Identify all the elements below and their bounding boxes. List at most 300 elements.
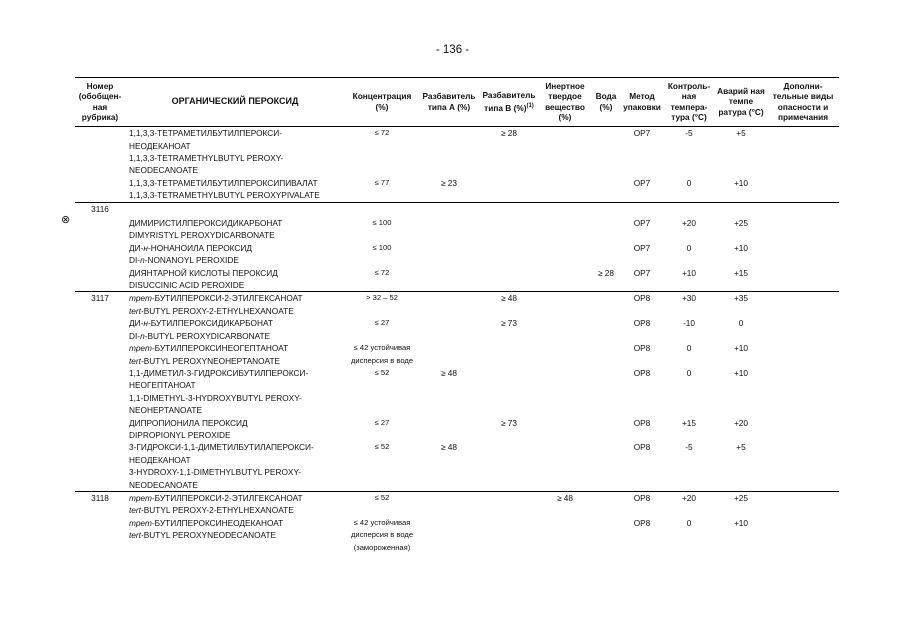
italic-prefix: tert bbox=[129, 305, 141, 316]
group-number-cell bbox=[75, 367, 125, 379]
table-row bbox=[75, 152, 839, 164]
packing-method-cell: OP8 bbox=[633, 517, 651, 528]
peroxide-name-text: 3-ГИДРОКСИ-1,1-ДИМЕТИЛБУТИЛАПЕРОКСИ- bbox=[129, 442, 314, 453]
diluent-b-cell bbox=[479, 441, 539, 453]
table-row bbox=[75, 242, 839, 254]
water-cell bbox=[591, 215, 621, 229]
table-row bbox=[75, 189, 839, 202]
diluent-b-cell bbox=[479, 529, 539, 541]
packing-method-cell bbox=[621, 504, 663, 516]
diluent-b-cell bbox=[479, 355, 539, 367]
peroxide-name-text: ДИЯНТАРНОЙ КИСЛОТЫ ПЕРОКСИД bbox=[129, 267, 278, 278]
emergency-temperature-cell bbox=[715, 305, 767, 317]
control-temperature-cell bbox=[663, 529, 715, 541]
peroxide-name-text: 3-HYDROXY-1,1-DIMETHYLBUTYL PEROXY- bbox=[129, 467, 301, 478]
concentration-cell bbox=[345, 305, 419, 317]
extra-hazards-cell bbox=[767, 140, 839, 152]
extra-hazards-cell bbox=[767, 127, 839, 140]
peroxide-name-cell bbox=[125, 140, 345, 152]
extra-hazards-cell bbox=[767, 317, 839, 329]
water-cell bbox=[591, 140, 621, 152]
peroxide-name-cell bbox=[125, 164, 345, 176]
inert-solid-cell bbox=[539, 441, 591, 453]
table-body bbox=[75, 127, 839, 554]
diluent-b-cell bbox=[479, 330, 539, 342]
packing-method-cell bbox=[621, 529, 663, 541]
water-cell bbox=[591, 305, 621, 317]
control-temperature-cell bbox=[663, 254, 715, 266]
peroxide-name-cell bbox=[125, 429, 345, 441]
packing-method-cell bbox=[621, 189, 663, 202]
group-number-cell bbox=[75, 529, 125, 541]
inert-solid-cell bbox=[539, 254, 591, 266]
group-number-cell bbox=[75, 317, 125, 329]
control-temperature-cell bbox=[663, 479, 715, 492]
peroxide-name-cell bbox=[125, 454, 345, 466]
extra-hazards-cell bbox=[767, 152, 839, 164]
packing-method-cell: OP7 bbox=[633, 128, 651, 139]
peroxide-name-text: DISUCCINIC ACID PEROXIDE bbox=[129, 280, 245, 291]
packing-method-cell bbox=[621, 202, 663, 215]
concentration-cell: ≤ 72 bbox=[374, 267, 390, 277]
diluent-b-cell bbox=[479, 542, 539, 554]
water-cell bbox=[591, 127, 621, 140]
water-cell bbox=[591, 441, 621, 453]
extra-hazards-cell bbox=[767, 529, 839, 541]
table-row bbox=[75, 305, 839, 317]
inert-solid-cell bbox=[539, 517, 591, 529]
inert-solid-cell bbox=[539, 215, 591, 229]
peroxide-name-text: 1,1,3,3-ТЕТРАМЕТИЛБУТИЛПЕРОКСИПИВАЛАТ bbox=[129, 177, 318, 188]
water-cell bbox=[591, 542, 621, 554]
diluent-a-cell bbox=[419, 529, 479, 541]
emergency-temperature-cell bbox=[715, 529, 767, 541]
diluent-a-cell bbox=[419, 342, 479, 354]
peroxide-name-cell bbox=[125, 177, 345, 189]
diluent-b-cell bbox=[479, 466, 539, 478]
inert-solid-cell bbox=[539, 127, 591, 140]
peroxide-name-part: -BUTYL PEROXYNEODECANOATE bbox=[141, 530, 277, 541]
extra-hazards-cell bbox=[767, 267, 839, 279]
diluent-b-cell bbox=[479, 242, 539, 254]
peroxide-name-cell bbox=[125, 305, 345, 317]
peroxide-name-text: НЕОГЕПТАНОАТ bbox=[129, 380, 196, 391]
group-number-cell bbox=[75, 355, 125, 367]
group-number-cell bbox=[75, 504, 125, 516]
table-row bbox=[75, 491, 839, 504]
control-temperature-cell: +30 bbox=[663, 292, 715, 305]
packing-method-cell bbox=[621, 305, 663, 317]
group-number-cell bbox=[75, 215, 125, 229]
inert-solid-cell bbox=[539, 367, 591, 379]
peroxide-name-part: ДИ- bbox=[129, 242, 144, 253]
diluent-b-cell bbox=[479, 279, 539, 292]
header-emergency-temperature: Аварий ная темпе ратура (°C) bbox=[717, 86, 765, 117]
concentration-cell bbox=[345, 202, 419, 215]
diluent-a-cell bbox=[419, 429, 479, 441]
packing-method-cell bbox=[621, 229, 663, 241]
extra-hazards-cell bbox=[767, 542, 839, 554]
italic-prefix: tert bbox=[129, 530, 141, 541]
concentration-cell bbox=[345, 404, 419, 416]
group-number-cell bbox=[75, 542, 125, 554]
group-number-cell: 3118 bbox=[75, 491, 125, 504]
packing-method-cell: OP7 bbox=[633, 267, 651, 278]
concentration-cell bbox=[345, 152, 419, 164]
diluent-b-cell bbox=[479, 379, 539, 391]
diluent-b-cell: ≥ 48 bbox=[479, 292, 539, 305]
extra-hazards-cell bbox=[767, 466, 839, 478]
extra-hazards-cell bbox=[767, 392, 839, 404]
water-cell bbox=[591, 517, 621, 529]
diluent-a-cell bbox=[419, 454, 479, 466]
diluent-a-cell: ≥ 23 bbox=[440, 177, 458, 188]
table-row bbox=[75, 140, 839, 152]
packing-method-cell: OP7 bbox=[633, 242, 651, 253]
peroxide-name-cell bbox=[125, 189, 345, 202]
peroxide-name-cell bbox=[125, 254, 345, 266]
italic-prefix: трет bbox=[129, 517, 152, 528]
peroxide-name-part: -BUTYL PEROXY-2-ETHYLHEXANOATE bbox=[141, 505, 294, 516]
extra-hazards-cell bbox=[767, 367, 839, 379]
control-temperature-cell bbox=[663, 454, 715, 466]
water-cell bbox=[591, 392, 621, 404]
header-number: Номер (обобщен-ная рубрика) bbox=[78, 81, 122, 122]
peroxide-name-part: -BUTYL PEROXYDICARBONATE bbox=[144, 330, 271, 341]
diluent-b-cell bbox=[479, 164, 539, 176]
group-number-cell bbox=[75, 229, 125, 241]
concentration-cell bbox=[345, 279, 419, 292]
diluent-b-cell bbox=[479, 267, 539, 279]
emergency-temperature-cell: +5 bbox=[736, 128, 746, 139]
table-row bbox=[75, 279, 839, 292]
inert-solid-cell bbox=[539, 529, 591, 541]
inert-solid-cell bbox=[539, 292, 591, 305]
water-cell bbox=[591, 404, 621, 416]
extra-hazards-cell bbox=[767, 254, 839, 266]
table-row bbox=[75, 392, 839, 404]
concentration-cell: дисперсия в воде bbox=[350, 355, 414, 365]
emergency-temperature-cell bbox=[715, 479, 767, 492]
cross-circle-marker-icon: ⊗ bbox=[61, 214, 71, 226]
diluent-a-cell bbox=[419, 330, 479, 342]
inert-solid-cell bbox=[539, 164, 591, 176]
table-row bbox=[75, 330, 839, 342]
group-number-cell bbox=[75, 429, 125, 441]
peroxide-name-cell bbox=[125, 152, 345, 164]
group-number-cell bbox=[75, 242, 125, 254]
emergency-temperature-cell: +25 bbox=[733, 218, 749, 229]
diluent-a-cell bbox=[419, 202, 479, 215]
control-temperature-cell: 0 bbox=[686, 242, 692, 253]
packing-method-cell: OP8 bbox=[633, 442, 651, 453]
inert-solid-cell bbox=[539, 267, 591, 279]
peroxide-name-cell bbox=[125, 292, 345, 305]
emergency-temperature-cell bbox=[715, 189, 767, 202]
group-number-cell bbox=[75, 392, 125, 404]
control-temperature-cell bbox=[663, 189, 715, 202]
diluent-a-cell bbox=[419, 267, 479, 279]
concentration-cell: > 32 – 52 bbox=[345, 292, 419, 305]
peroxide-name-part: -БУТИЛПЕРОКСИ-2-ЭТИЛГЕКСАНОАТ bbox=[151, 293, 303, 304]
packing-method-cell: OP8 bbox=[633, 318, 651, 329]
inert-solid-cell bbox=[539, 317, 591, 329]
water-cell bbox=[591, 466, 621, 478]
table-row bbox=[75, 479, 839, 492]
group-number-cell bbox=[75, 441, 125, 453]
group-number-cell bbox=[75, 152, 125, 164]
peroxide-name-cell bbox=[125, 479, 345, 492]
control-temperature-cell bbox=[663, 392, 715, 404]
diluent-b-cell bbox=[479, 367, 539, 379]
packing-method-cell bbox=[621, 429, 663, 441]
control-temperature-cell bbox=[663, 355, 715, 367]
diluent-b-cell bbox=[479, 189, 539, 202]
peroxide-name-cell bbox=[125, 202, 345, 215]
diluent-a-cell bbox=[419, 355, 479, 367]
concentration-cell bbox=[345, 254, 419, 266]
concentration-cell: ≤ 27 bbox=[374, 318, 390, 328]
packing-method-cell: OP8 bbox=[633, 367, 651, 378]
emergency-temperature-cell: 0 bbox=[738, 318, 744, 329]
emergency-temperature-cell bbox=[715, 152, 767, 164]
packing-method-cell bbox=[621, 140, 663, 152]
diluent-b-cell bbox=[479, 517, 539, 529]
packing-method-cell bbox=[621, 454, 663, 466]
peroxide-name-text: НЕОДЕКАНОАТ bbox=[129, 454, 191, 465]
control-temperature-cell bbox=[663, 305, 715, 317]
italic-prefix: н bbox=[143, 242, 148, 253]
packing-method-cell bbox=[621, 466, 663, 478]
concentration-cell bbox=[345, 140, 419, 152]
diluent-b-cell bbox=[479, 254, 539, 266]
table-row bbox=[75, 215, 839, 229]
table-row bbox=[75, 441, 839, 453]
extra-hazards-cell bbox=[767, 229, 839, 241]
peroxide-name-part: -NONANOYL PEROXIDE bbox=[144, 255, 239, 266]
concentration-cell: ≤ 52 bbox=[374, 442, 390, 452]
water-cell bbox=[591, 254, 621, 266]
diluent-a-cell bbox=[419, 215, 479, 229]
control-temperature-cell bbox=[663, 152, 715, 164]
italic-prefix: н bbox=[143, 318, 148, 329]
packing-method-cell bbox=[621, 164, 663, 176]
extra-hazards-cell bbox=[767, 279, 839, 292]
diluent-a-cell bbox=[419, 152, 479, 164]
page-number: - 136 - bbox=[435, 44, 470, 56]
concentration-cell: ≤ 42 устойчивая bbox=[353, 343, 411, 353]
extra-hazards-cell bbox=[767, 454, 839, 466]
inert-solid-cell bbox=[539, 152, 591, 164]
peroxide-name-cell bbox=[125, 417, 345, 429]
group-number-cell bbox=[75, 140, 125, 152]
concentration-cell: дисперсия в воде bbox=[350, 530, 414, 540]
table-row bbox=[75, 417, 839, 429]
peroxide-name-text: НЕОДЕКАНОАТ bbox=[129, 140, 191, 151]
diluent-b-cell bbox=[479, 491, 539, 504]
concentration-cell bbox=[345, 466, 419, 478]
italic-prefix: tert bbox=[129, 505, 141, 516]
inert-solid-cell bbox=[539, 404, 591, 416]
peroxide-name-cell bbox=[125, 355, 345, 367]
control-temperature-cell: -5 bbox=[685, 442, 693, 453]
group-number-cell bbox=[75, 517, 125, 529]
water-cell bbox=[591, 342, 621, 354]
peroxide-name-cell bbox=[125, 491, 345, 504]
inert-solid-cell bbox=[539, 379, 591, 391]
extra-hazards-cell bbox=[767, 491, 839, 504]
extra-hazards-cell bbox=[767, 164, 839, 176]
emergency-temperature-cell: +35 bbox=[715, 292, 767, 305]
diluent-a-cell bbox=[419, 404, 479, 416]
table-row bbox=[75, 229, 839, 241]
inert-solid-cell bbox=[539, 355, 591, 367]
italic-prefix: трет bbox=[129, 492, 152, 503]
extra-hazards-cell bbox=[767, 292, 839, 305]
table-row bbox=[75, 529, 839, 541]
inert-solid-cell bbox=[539, 342, 591, 354]
extra-hazards-cell bbox=[767, 330, 839, 342]
peroxide-name-part: DI- bbox=[129, 330, 141, 341]
peroxide-name-part: -НОНАНОИЛА ПЕРОКСИД bbox=[147, 242, 252, 253]
diluent-a-cell bbox=[419, 317, 479, 329]
peroxide-name-text: 1,1,3,3-TETRAMETHYLBUTYL PEROXYPIVALATE bbox=[129, 190, 320, 201]
packing-method-cell: OP7 bbox=[633, 177, 651, 188]
emergency-temperature-cell: +10 bbox=[733, 343, 749, 354]
group-number-cell: 3116 bbox=[75, 202, 125, 215]
peroxide-name-cell bbox=[125, 127, 345, 140]
peroxide-table bbox=[75, 77, 839, 554]
table-row bbox=[75, 317, 839, 329]
table-row bbox=[75, 254, 839, 266]
peroxide-name-text: NEOHEPTANOATE bbox=[129, 405, 202, 416]
table-row bbox=[75, 466, 839, 478]
emergency-temperature-cell bbox=[715, 542, 767, 554]
concentration-cell bbox=[345, 429, 419, 441]
diluent-a-cell bbox=[419, 279, 479, 292]
diluent-a-cell bbox=[419, 517, 479, 529]
inert-solid-cell bbox=[539, 454, 591, 466]
concentration-cell: ≤ 100 bbox=[372, 218, 392, 228]
concentration-cell bbox=[345, 479, 419, 492]
diluent-b-cell bbox=[479, 504, 539, 516]
diluent-b-cell bbox=[479, 140, 539, 152]
water-cell bbox=[591, 355, 621, 367]
emergency-temperature-cell: +20 bbox=[733, 417, 749, 428]
control-temperature-cell: 0 bbox=[686, 517, 692, 528]
group-number-cell bbox=[75, 404, 125, 416]
inert-solid-cell bbox=[539, 392, 591, 404]
concentration-cell bbox=[345, 504, 419, 516]
table-row bbox=[75, 429, 839, 441]
peroxide-name-part: -БУТИЛПЕРОКСИ-2-ЭТИЛГЕКСАНОАТ bbox=[151, 492, 303, 503]
emergency-temperature-cell bbox=[715, 454, 767, 466]
diluent-a-cell bbox=[419, 392, 479, 404]
table-row bbox=[75, 404, 839, 416]
italic-prefix: n bbox=[140, 330, 145, 341]
inert-solid-cell bbox=[539, 229, 591, 241]
diluent-a-cell bbox=[419, 504, 479, 516]
diluent-b-cell bbox=[479, 229, 539, 241]
control-temperature-cell bbox=[663, 279, 715, 292]
water-cell bbox=[591, 242, 621, 254]
peroxide-name-part: -BUTYL PEROXYNEOHEPTANOATE bbox=[141, 355, 281, 366]
table-row bbox=[75, 177, 839, 189]
group-number-cell bbox=[75, 305, 125, 317]
water-cell bbox=[591, 229, 621, 241]
packing-method-cell: OP8 bbox=[621, 491, 663, 504]
inert-solid-cell bbox=[539, 504, 591, 516]
peroxide-name-cell bbox=[125, 330, 345, 342]
extra-hazards-cell bbox=[767, 379, 839, 391]
diluent-b-cell bbox=[479, 342, 539, 354]
diluent-a-cell bbox=[419, 229, 479, 241]
header-diluent-a: Разбавитель типа А (%) bbox=[422, 91, 476, 112]
water-cell bbox=[591, 367, 621, 379]
header-packing-method: Метод упаковки bbox=[623, 91, 661, 112]
peroxide-name-part: -БУТИЛПЕРОКСИНЕОГЕПТАНОАТ bbox=[151, 343, 289, 354]
extra-hazards-cell bbox=[767, 441, 839, 453]
table-row bbox=[75, 504, 839, 516]
emergency-temperature-cell bbox=[715, 355, 767, 367]
peroxide-name-text: NEODECANOATE bbox=[129, 165, 198, 176]
concentration-cell: ≤ 27 bbox=[374, 417, 390, 427]
diluent-a-cell: ≥ 48 bbox=[440, 442, 458, 453]
group-number-cell bbox=[75, 417, 125, 429]
diluent-a-cell bbox=[419, 242, 479, 254]
extra-hazards-cell bbox=[767, 189, 839, 202]
inert-solid-cell bbox=[539, 417, 591, 429]
inert-solid-cell bbox=[539, 189, 591, 202]
diluent-a-cell bbox=[419, 491, 479, 504]
water-cell bbox=[591, 479, 621, 492]
diluent-a-cell bbox=[419, 127, 479, 140]
emergency-temperature-cell bbox=[715, 466, 767, 478]
diluent-a-cell bbox=[419, 292, 479, 305]
peroxide-name-cell bbox=[125, 267, 345, 279]
concentration-cell: ≤ 72 bbox=[374, 128, 390, 138]
peroxide-name-text: DIMYRISTYL PEROXYDICARBONATE bbox=[129, 230, 275, 241]
group-number-cell bbox=[75, 466, 125, 478]
diluent-a-cell bbox=[419, 164, 479, 176]
concentration-cell bbox=[345, 189, 419, 202]
water-cell bbox=[591, 164, 621, 176]
diluent-a-cell bbox=[419, 542, 479, 554]
extra-hazards-cell bbox=[767, 417, 839, 429]
group-number-cell bbox=[75, 177, 125, 189]
peroxide-name-cell bbox=[125, 392, 345, 404]
peroxide-name-text: ДИПРОПИОНИЛА ПЕРОКСИД bbox=[129, 417, 248, 428]
emergency-temperature-cell: +15 bbox=[733, 267, 749, 278]
emergency-temperature-cell bbox=[715, 429, 767, 441]
table-row bbox=[75, 267, 839, 279]
diluent-a-cell bbox=[419, 466, 479, 478]
control-temperature-cell bbox=[663, 429, 715, 441]
concentration-cell bbox=[345, 330, 419, 342]
packing-method-cell bbox=[621, 379, 663, 391]
table-row bbox=[75, 542, 839, 554]
emergency-temperature-cell bbox=[715, 140, 767, 152]
concentration-cell: ≤ 52 bbox=[345, 491, 419, 504]
diluent-a-cell: ≥ 48 bbox=[440, 367, 458, 378]
emergency-temperature-cell: +10 bbox=[733, 367, 749, 378]
extra-hazards-cell bbox=[767, 517, 839, 529]
concentration-cell: ≤ 52 bbox=[374, 367, 390, 377]
emergency-temperature-cell: +10 bbox=[733, 242, 749, 253]
inert-solid-cell bbox=[539, 429, 591, 441]
peroxide-name-cell bbox=[125, 504, 345, 516]
control-temperature-cell bbox=[663, 164, 715, 176]
